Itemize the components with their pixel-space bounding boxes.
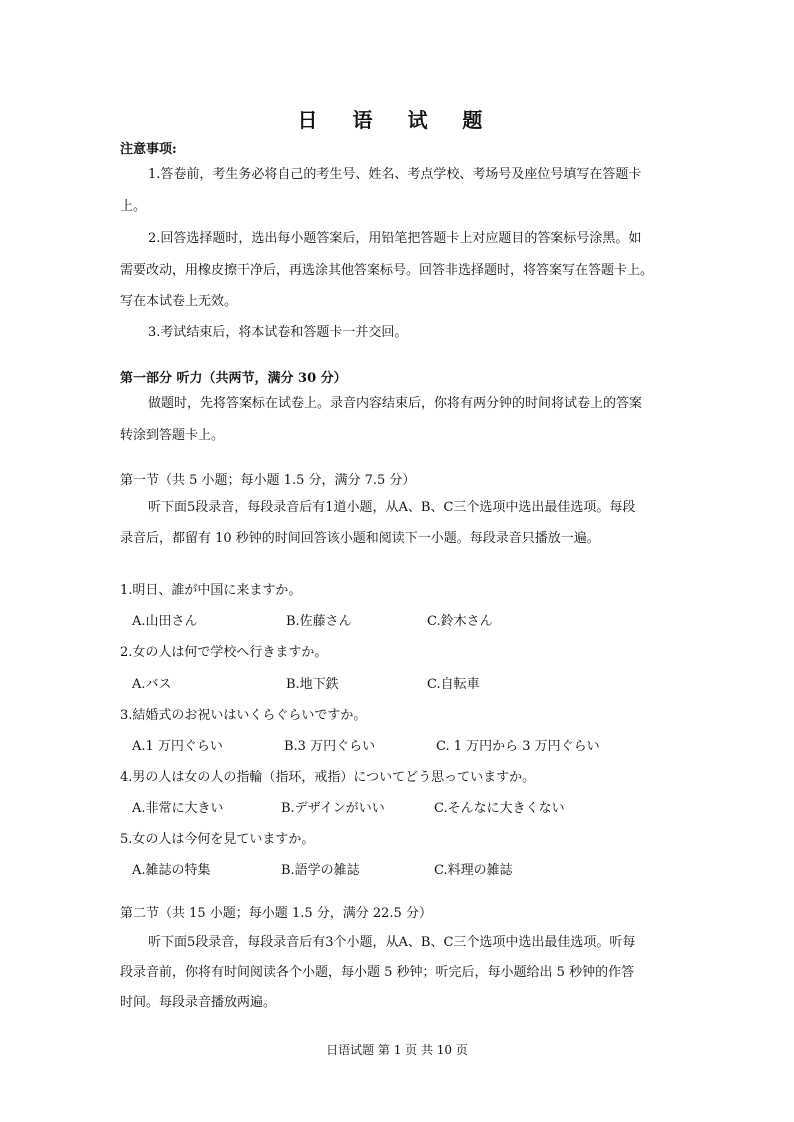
section1-intro-line: 听下面5段录音，每段录音后有1道小题，从A、B、C三个选项中选出最佳选项。每段: [148, 500, 636, 515]
question-text: 3.結婚式のお祝いはいくらぐらいですか。: [120, 708, 367, 723]
notice-heading: 注意事项:: [120, 142, 177, 157]
option-c: C.料理の雑誌: [434, 863, 513, 878]
notice-line: 2.回答选择题时，选出每小题答案后，用铅笔把答题卡上对应题目的答案标号涂黑。如: [148, 231, 642, 246]
part1-intro-line: 转涂到答题卡上。: [120, 428, 225, 443]
option-a: A.1 万円ぐらい: [132, 739, 223, 754]
notice-line: 需要改动，用橡皮擦干净后，再选涂其他答案标号。回答非选择题时，将答案写在答题卡上。: [120, 263, 654, 278]
page-title: 日 语 试 题: [297, 108, 497, 132]
option-b: B.佐藤さん: [286, 614, 352, 629]
section2-intro-line: 段录音前，你将有时间阅读各个小题，每小题 5 秒钟；听完后，每小题给出 5 秒钟的作答: [120, 965, 635, 980]
option-b: B.語学の雑誌: [281, 863, 360, 878]
part1-intro-line: 做题时，先将答案标在试卷上。录音内容结束后，你将有两分钟的时间将试卷上的答案: [148, 396, 643, 411]
question-text: 1.明日、誰が中国に来ますか。: [120, 583, 302, 598]
notice-line: 3.考试结束后，将本试卷和答题卡一并交回。: [148, 325, 408, 340]
option-b: B.デザインがいい: [281, 801, 385, 816]
question-text: 2.女の人は何で学校へ行きますか。: [120, 645, 328, 660]
option-a: A.非常に大きい: [132, 801, 224, 816]
section2-intro-line: 听下面5段录音，每段录音后有3个小题，从A、B、C三个选项中选出最佳选项。听每: [148, 935, 636, 950]
option-b: B.地下鉄: [286, 677, 339, 692]
section1-intro-line: 录音后，都留有 10 秒钟的时间回答该小题和阅读下一小题。每段录音只播放一遍。: [120, 531, 600, 546]
section2-heading: 第二节（共 15 小题；每小题 1.5 分，满分 22.5 分）: [120, 906, 432, 921]
option-c: C.鈴木さん: [427, 614, 493, 629]
question-text: 5.女の人は今何を見ていますか。: [120, 832, 315, 847]
notice-line: 1.答卷前，考生务必将自己的考生号、姓名、考点学校、考场号及座位号填写在答题卡: [148, 167, 642, 182]
option-a: A.山田さん: [132, 614, 198, 629]
option-c: C. 1 万円から 3 万円ぐらい: [436, 739, 600, 754]
notice-line: 上。: [120, 199, 147, 214]
page-footer: 日语试题 第 1 页 共 10 页: [326, 1043, 468, 1057]
option-c: C.そんなに大きくない: [434, 801, 565, 816]
option-a: A.雑誌の特集: [132, 863, 211, 878]
part1-heading: 第一部分 听力（共两节，满分 30 分）: [120, 371, 347, 386]
option-c: C.自転車: [427, 677, 480, 692]
option-a: A.バス: [132, 677, 172, 692]
question-text: 4.男の人は女の人の指輪（指环，戒指）についてどう思っていますか。: [120, 770, 536, 785]
option-b: B.3 万円ぐらい: [284, 739, 376, 754]
notice-line: 写在本试卷上无效。: [120, 294, 238, 309]
section2-intro-line: 时间。每段录音播放两遍。: [120, 995, 277, 1010]
section1-heading: 第一节（共 5 小题；每小题 1.5 分，满分 7.5 分）: [120, 473, 416, 488]
